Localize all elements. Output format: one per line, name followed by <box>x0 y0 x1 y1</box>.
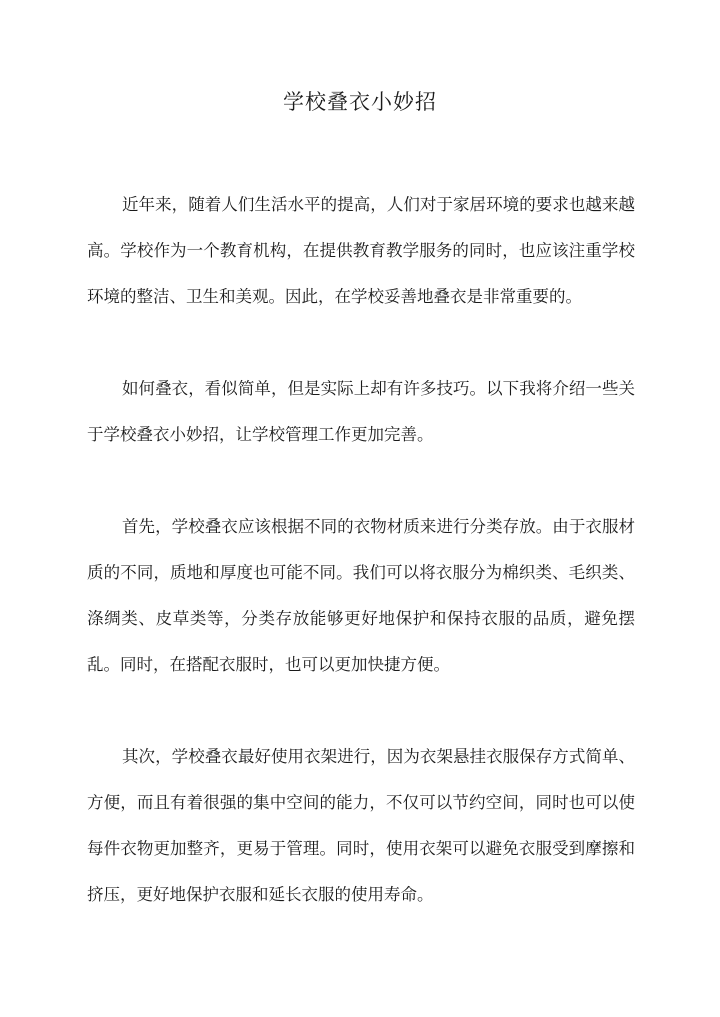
paragraph-intro: 近年来，随着人们生活水平的提高，人们对于家居环境的要求也越来越高。学校作为一个教育机构，在提供教育教学服务的同时，也应该注重学校环境的整洁、卫生和美观。因此，在学校妥善地叠衣是非常重要的。 <box>87 195 635 306</box>
paragraph-classify-by-material: 首先，学校叠衣应该根据不同的衣物材质来进行分类存放。由于衣服材质的不同，质地和厚度也可能不同。我们可以将衣服分为棉织类、毛织类、涤绸类、皮草类等，分类存放能够更好地保护和保持衣服的品质，避免摆乱。同时，在搭配衣服时，也可以更加快捷方便。 <box>87 517 635 674</box>
paragraph-how-to-fold: 如何叠衣，看似简单，但是实际上却有许多技巧。以下我将介绍一些关于学校叠衣小妙招，让学校管理工作更加完善。 <box>87 379 635 444</box>
document-title: 学校叠衣小妙招 <box>283 90 437 114</box>
paragraph-use-hangers: 其次，学校叠衣最好使用衣架进行，因为衣架悬挂衣服保存方式简单、方便，而且有着很强的集中空间的能力，不仅可以节约空间，同时也可以使每件衣物更加整齐，更易于管理。同时，使用衣架可以避免衣服受到摩擦和挤压，更好地保护衣服和延长衣服的使用寿命。 <box>87 747 635 904</box>
